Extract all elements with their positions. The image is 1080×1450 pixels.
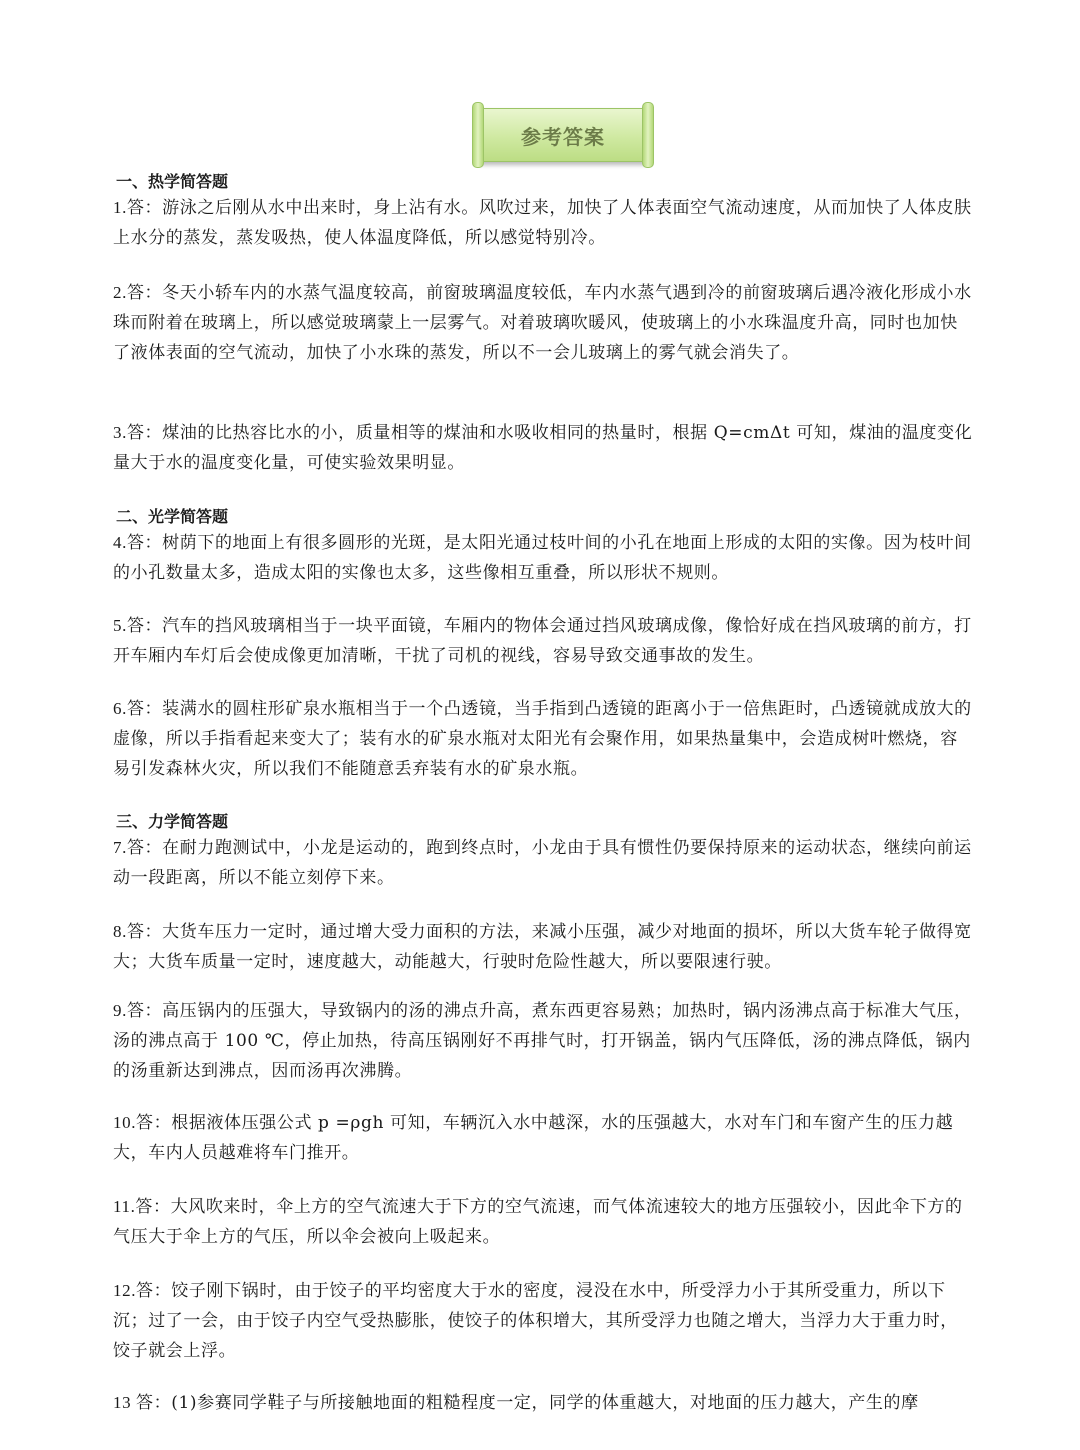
answer-text: 大货车压力一定时，通过增大受力面积的方法，来减小压强，减少对地面的损坏，所以大货车轮子做得宽大；大货车质量一定时，速度越大，动能越大，行驶时危险性越大，所以要限速行驶。 (113, 922, 972, 972)
answer-text: 煤油的比热容比水的小，质量相等的煤油和水吸收相同的热量时，根据 Q=cmΔt 可知，煤油的温度变化量大于水的温度变化量，可使实验效果明显。 (113, 423, 973, 473)
answer-number: 7.答： (113, 838, 163, 857)
answer-text: 高压锅内的压强大，导致锅内的汤的沸点升高，煮东西更容易熟；加热时，锅内汤沸点高于标准大气压，汤的沸点高于 100 ℃，停止加热，待高压锅刚好不再排气时，打开锅盖，锅内气压降低，汤的沸点降低，锅内的汤重新达到沸点，因而汤再次沸腾。 (113, 1001, 972, 1081)
answer-5 (113, 611, 975, 671)
answer-number: 6.答： (113, 699, 163, 718)
answer-2 (113, 278, 975, 368)
answer-number: 12.答： (113, 1281, 172, 1300)
answer-6 (113, 694, 975, 784)
answer-text: 饺子刚下锅时，由于饺子的平均密度大于水的密度，浸没在水中，所受浮力小于其所受重力，所以下沉；过了一会，由于饺子内空气受热膨胀，使饺子的体积增大，其所受浮力也随之增大，当浮力大于重力时，饺子就会上浮。 (113, 1281, 958, 1361)
answer-number: 13 答： (113, 1393, 172, 1412)
answer-key-banner (477, 108, 649, 162)
answer-text: 根据液体压强公式 p =ρgh 可知，车辆沉入水中越深，水的压强越大，水对车门和车窗产生的压力越大，车内人员越难将车门推开。 (113, 1113, 954, 1163)
answer-text: (1)参赛同学鞋子与所接触地面的粗糙程度一定，同学的体重越大，对地面的压力越大，产生的摩 (171, 1393, 919, 1413)
answer-8 (113, 917, 975, 977)
answer-number: 11.答： (113, 1197, 171, 1216)
answer-text: 游泳之后刚从水中出来时，身上沾有水。风吹过来，加快了人体表面空气流动速度，从而加快了人体皮肤上水分的蒸发，蒸发吸热，使人体温度降低，所以感觉特别冷。 (113, 198, 972, 248)
answer-text: 在耐力跑测试中，小龙是运动的，跑到终点时，小龙由于具有惯性仍要保持原来的运动状态，继续向前运动一段距离，所以不能立刻停下来。 (113, 838, 972, 888)
answer-7 (113, 833, 975, 893)
answer-text: 大风吹来时，伞上方的空气流速大于下方的空气流速，而气体流速较大的地方压强较小，因此伞下方的气压大于伞上方的气压，所以伞会被向上吸起来。 (113, 1197, 963, 1247)
answer-1 (113, 193, 975, 253)
answer-3 (113, 418, 975, 478)
answer-number: 3.答： (113, 423, 163, 442)
answer-number: 4.答： (113, 533, 163, 552)
answer-4 (113, 528, 975, 588)
section-heading-mechanics: 三、力学简答题 (116, 812, 229, 831)
answer-text: 冬天小轿车内的水蒸气温度较高，前窗玻璃温度较低，车内水蒸气遇到冷的前窗玻璃后遇冷液化形成小水珠而附着在玻璃上，所以感觉玻璃蒙上一层雾气。对着玻璃吹暖风，使玻璃上的小水珠温度升高，同时也加快了液体表面的空气流动，加快了小水珠的蒸发，所以不一会儿玻璃上的雾气就会消失了。 (113, 283, 972, 363)
answer-number: 10.答： (113, 1113, 172, 1132)
answer-number: 1.答： (113, 198, 163, 217)
answer-10 (113, 1108, 975, 1168)
banner-title: 参考答案 (521, 124, 605, 149)
answer-text: 汽车的挡风玻璃相当于一块平面镜，车厢内的物体会通过挡风玻璃成像，像恰好成在挡风玻璃的前方，打开车厢内车灯后会使成像更加清晰，干扰了司机的视线，容易导致交通事故的发生。 (113, 616, 972, 666)
answer-number: 5.答： (113, 616, 163, 635)
answer-12 (113, 1276, 975, 1366)
answer-13 (113, 1388, 975, 1418)
answer-number: 9.答： (113, 1001, 163, 1020)
answer-text: 装满水的圆柱形矿泉水瓶相当于一个凸透镜，当手指到凸透镜的距离小于一倍焦距时，凸透镜就成放大的虚像，所以手指看起来变大了；装有水的矿泉水瓶对太阳光有会聚作用，如果热量集中，会造成树叶燃烧，容易引发森林火灾，所以我们不能随意丢弃装有水的矿泉水瓶。 (113, 699, 972, 779)
answer-number: 8.答： (113, 922, 163, 941)
answer-9 (113, 996, 975, 1086)
answer-text: 树荫下的地面上有很多圆形的光斑，是太阳光通过枝叶间的小孔在地面上形成的太阳的实像。因为枝叶间的小孔数量太多，造成太阳的实像也太多，这些像相互重叠，所以形状不规则。 (113, 533, 972, 583)
section-heading-thermal: 一、热学简答题 (116, 172, 229, 191)
answer-11 (113, 1192, 975, 1252)
section-heading-optics: 二、光学简答题 (116, 507, 229, 526)
answer-number: 2.答： (113, 283, 163, 302)
